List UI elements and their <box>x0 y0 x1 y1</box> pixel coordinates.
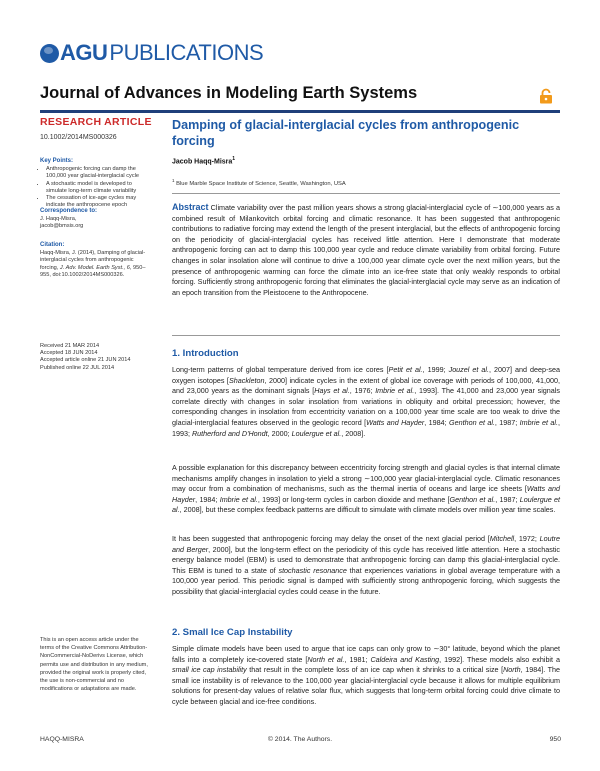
journal-title: Journal of Advances in Modeling Earth Systems <box>40 84 418 102</box>
page-number: 950 <box>549 736 561 743</box>
date-published: Published online 22 JUL 2014 <box>40 364 115 371</box>
section-heading-introduction: 1. Introduction <box>172 348 239 359</box>
correspondence <box>40 208 152 231</box>
date-accepted: Accepted 18 JUN 2014 <box>40 350 98 357</box>
footer-author: HAQQ-MISRA <box>40 736 84 743</box>
open-access-notice: This is an open access article under the terms of the Creative Commons Attribution-NonCommercial-NoDerivs License, which permits use and distribution in any medium, provided the original work is properly cited, the use is non-commercial and no modifications or adaptations are made. <box>40 637 148 693</box>
correspondence-email[interactable]: jacob@bmsis.org <box>40 223 84 230</box>
citation-text: Haqq-Misra, J. (2014), Damping of glacial-interglacial cycles from anthropogenic forcing, J. Adv. Model. Earth Syst., 6, 950–955, doi:10.1002/2014MS000326. <box>40 250 146 278</box>
key-point: • A stochastic model is developed to simulate long-term climate variability <box>46 181 152 195</box>
header-rule <box>40 110 560 113</box>
affiliation: $^1$ Blue Marble Space Institute of Science, Seattle, Washington, USA <box>172 178 346 187</box>
intro-paragraph-3: It has been suggested that anthropogenic forcing may delay the onset of the next glacial period [Mitchell, 1972; Loutre and Berger, 2000], but the long-term effect on the periodicity of this cycle has received little attention. Here a stochastic energy balance model (EBM) is used to demonstrate that anthropogenic forcing can damp this glacial-interglacial cycle. This EBM is tuned to a state of stochastic resonance that experiences variations in global average temperature with a 100,000 year period. This periodic signal is damped with sufficiently strong anthropogenic forcing, which suggests the possibility that glacial-interglacial cycles could cease in the future. <box>172 534 561 596</box>
date-accepted-online: Accepted article online 21 JUN 2014 <box>40 357 131 364</box>
section2-paragraph-1: Simple climate models have been used to argue that ice caps can only grow to ∼30° latitude, beyond which the planet falls into a completely ice-covered state [North et al., 1981; Caldeira and Kasting, 1992]. These models also exhibit a small ice cap instability that result in the complete loss of an ice cap when it shrinks to a critical size [North, 1984]. The small ice instability is of relevance to the 100,000 year glacial-interglacial cycle because it allows for multiple equilibrium solutions for present-day values of relative solar flux, which suggests that long-term orbital forcing could drive climate to cycle between glacial and ice-free conditions. <box>172 644 561 706</box>
globe-icon <box>40 44 59 63</box>
abstract-rule <box>172 335 560 336</box>
article-dates <box>40 343 152 372</box>
agu-publications-logo: AGUPUBLICATIONS <box>40 42 263 64</box>
abstract-text: Climate variability over the past million years shows a strong glacial-interglacial cycle of ∼100,000 years as a combined result of Milankovitch orbital forcing and climatic resonance. It has been suggested that anthropogenic contributions to radiative forcing may extend the length of the present interglacial, but the effects of anthropogenic forcing on the periodicity of glacial-interglacial cycles has received little attention. Here I demonstrate that moderate anthropogenic forcing can act to damp this 100,000 year cycle and reduce climate variability from orbital forcing. Future changes in solar insolation alone will continue to drive a 100,000 year climate cycle over the next million years, but the presence of anthropogenic warming can force the climate into an ice-free state that only weakly responds to orbital forcing. Sufficiently strong anthropogenic forcing that eliminates the glacial-interglacial cycle may serve as an indication of an epoch transition from the Pleistocene to the Anthropocene. <box>172 203 560 297</box>
abstract-label: Abstract <box>172 202 209 212</box>
key-points-heading: Key Points: <box>40 158 74 164</box>
key-point: • Anthropogenic forcing can damp the 100,000 year glacial-interglacial cycle <box>46 166 152 180</box>
footer-copyright: © 2014. The Authors. <box>267 736 333 743</box>
open-access-lock-icon <box>538 88 554 104</box>
date-received: Received 21 MAR 2014 <box>40 343 100 349</box>
citation-heading: Citation: <box>40 242 65 248</box>
intro-paragraph-1: Long-term patterns of global temperature derived from ice cores [Petit et al., 1999; Jouzel et al., 2007] and deep-sea oxygen isotopes [Shackleton, 2000] indicate cycles in the extent of global ice coverage with periods of 100,000, 41,000, and 23,000 years as the dominant signals [Hays et al., 1976; Imbrie et al., 1993]. The 41,000 and 23,000 year signals correlate directly with changes in solar insolation from variations in obliquity and orbital precession; however, the corresponding changes in insolation from eccentricity variation on a 100,000 year time scale are too weak to drive the glacial-interglacial features observed in the geologic record [Watts and Hayder, 1984; Genthon et al., 1987; Imbrie et al., 1993; Rutherford and D'Hondt, 2000; Loulergue et al., 2008]. <box>172 365 561 438</box>
key-point: • The cessation of ice-age cycles may indicate the anthropocene epoch <box>46 195 152 209</box>
section-heading-small-ice-cap: 2. Small Ice Cap Instability <box>172 627 293 638</box>
article-doi: 10.1002/2014MS000326 <box>40 134 117 141</box>
article-type: RESEARCH ARTICLE <box>40 116 152 128</box>
correspondence-heading: Correspondence to: <box>40 208 98 214</box>
intro-paragraph-2: A possible explanation for this discrepancy between eccentricity forcing strength and glacial cycles is that internal climate mechanisms amplify changes in insolation to yield a strong ∼100,000 year glacial-interglacial cycle. Climatic resonances may occur from a combination of mechanisms, such as the thermal inertia of oceans and large ice sheets [Watts and Hayder, 1984; Imbrie et al., 1993] or long-term cycles in carbon dioxide and methane [Genthon et al., 1987; Loulergue et al., 2008], but these complex feedback patterns are difficult to simulate with climate models over million year time scales. <box>172 463 561 515</box>
abstract <box>172 202 560 298</box>
key-points <box>40 158 152 209</box>
article-title: Damping of glacial-interglacial cycles from anthropogenic forcing <box>172 118 520 148</box>
title-rule <box>172 193 560 194</box>
correspondence-name: J. Haqq-Misra, <box>40 216 77 223</box>
citation <box>40 242 152 279</box>
author: Jacob Haqq-Misra$^1$ <box>172 156 236 166</box>
